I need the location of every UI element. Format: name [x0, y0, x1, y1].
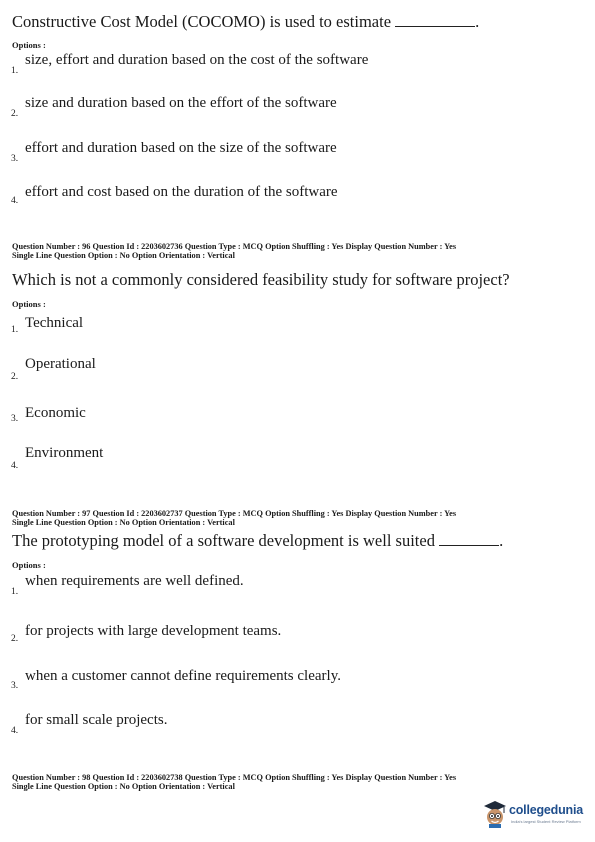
option-text: effort and duration based on the size of the software — [25, 140, 337, 156]
question-text — [12, 531, 503, 551]
options-heading: Options : — [12, 40, 46, 50]
option-number: 1. — [11, 325, 19, 335]
options-heading: Options : — [12, 299, 46, 309]
option-text: when a customer cannot define requirements clearly. — [25, 668, 341, 684]
option-number: 2. — [11, 372, 19, 382]
question-meta-line: Question Number : 98 Question Id : 2203602738 Question Type : MCQ Option Shuffling : Yes Display Question Number : Yes — [12, 773, 457, 782]
question-meta-line: Question Number : 97 Question Id : 2203602737 Question Type : MCQ Option Shuffling : Yes Display Question Number : Yes — [12, 509, 457, 518]
question-end: . — [499, 531, 504, 550]
answer-blank — [395, 12, 475, 27]
mascot-icon — [483, 800, 507, 828]
option-number: 1. — [11, 66, 19, 76]
question-text-content: The prototyping model of a software development is well suited — [12, 531, 435, 550]
question-meta-line: Single Line Question Option : No Option Orientation : Vertical — [12, 518, 235, 527]
answer-blank — [439, 531, 499, 546]
option-number: 2. — [11, 634, 19, 644]
question-text: Which is not a commonly considered feasibility study for software project? — [12, 270, 510, 289]
logo-tagline: India's largest Student Review Platform — [511, 819, 581, 824]
option-number: 3. — [11, 154, 19, 164]
option-text: effort and cost based on the duration of the software — [25, 184, 338, 200]
option-text: Environment — [25, 445, 104, 461]
question-meta-line: Single Line Question Option : No Option Orientation : Vertical — [12, 251, 235, 260]
option-text: Economic — [25, 405, 86, 421]
collegedunia-logo — [483, 797, 591, 831]
option-number: 4. — [11, 196, 19, 206]
option-text: Operational — [25, 356, 96, 372]
options-heading: Options : — [12, 560, 46, 570]
question-meta — [12, 773, 456, 791]
question-meta-line: Single Line Question Option : No Option Orientation : Vertical — [12, 782, 235, 791]
option-text: size, effort and duration based on the cost of the software — [25, 52, 369, 68]
option-number: 4. — [11, 726, 19, 736]
logo-text: collegedunia — [509, 803, 584, 817]
option-text: Technical — [25, 315, 84, 331]
question-meta — [12, 242, 456, 260]
option-text: for projects with large development teams. — [25, 623, 282, 639]
option-number: 3. — [11, 414, 19, 424]
question-text-content: Constructive Cost Model (COCOMO) is used to estimate — [12, 12, 392, 31]
question-text — [12, 12, 479, 32]
option-number: 4. — [11, 461, 19, 471]
option-text: when requirements are well defined. — [25, 573, 244, 589]
option-text: for small scale projects. — [25, 712, 168, 728]
option-number: 3. — [11, 681, 19, 691]
option-number: 1. — [11, 587, 19, 597]
question-end: . — [475, 12, 480, 31]
option-text: size and duration based on the effort of the software — [25, 95, 337, 111]
question-meta-line: Question Number : 96 Question Id : 2203602736 Question Type : MCQ Option Shuffling : Yes Display Question Number : Yes — [12, 242, 457, 251]
question-meta — [12, 509, 456, 527]
option-number: 2. — [11, 109, 19, 119]
